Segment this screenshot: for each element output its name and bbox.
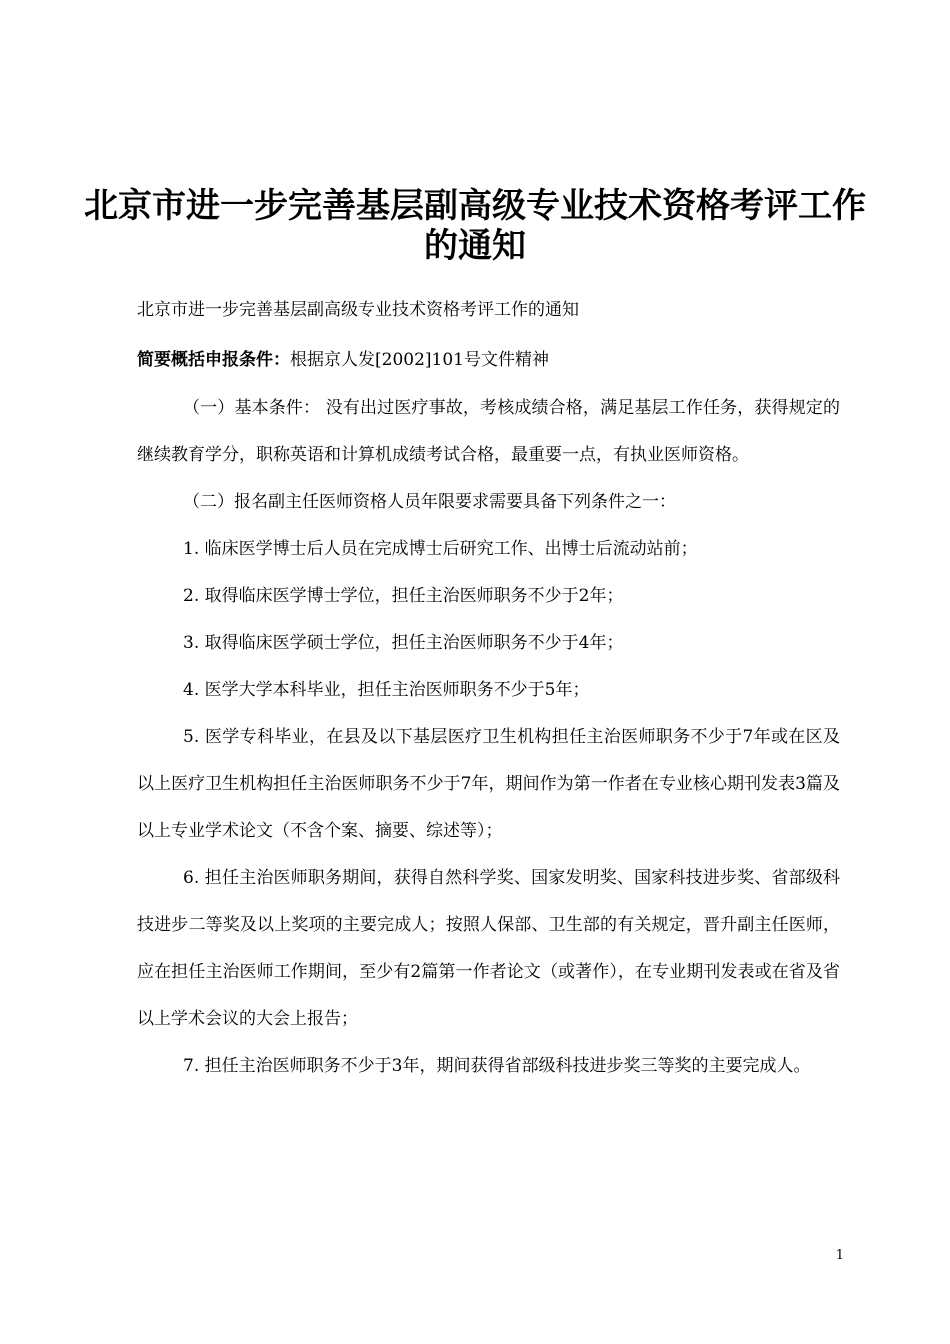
page-number: 1: [835, 1248, 844, 1263]
document-subtitle: 北京市进一步完善基层副高级专业技术资格考评工作的通知: [137, 300, 579, 320]
list-item: 6. 担任主治医师职务期间，获得自然科学奖、国家发明奖、国家科技进步奖、省部级科技进步二等奖及以上奖项的主要完成人；按照人保部、卫生部的有关规定，晋升副主任医师，应在担任主治医师工作期间，至少有2篇第一作者论文（或著作），在专业期刊发表或在省及省以上学术会议的大会上报告；: [137, 868, 840, 1029]
summary-label: 简要概括申报条件：: [137, 350, 290, 370]
list-item: 5. 医学专科毕业，在县及以下基层医疗卫生机构担任主治医师职务不少于7年或在区及以上医疗卫生机构担任主治医师职务不少于7年，期间作为第一作者在专业核心期刊发表3篇及以上专业学术论文（不含个案、摘要、综述等）；: [137, 727, 840, 841]
list-item: 4. 医学大学本科毕业，担任主治医师职务不少于5年；: [183, 680, 590, 700]
document-body: [137, 385, 840, 1090]
list-item: 7. 担任主治医师职务不少于3年，期间获得省部级科技进步奖三等奖的主要完成人。: [183, 1056, 811, 1076]
paragraph-basic-conditions: （一）基本条件： 没有出过医疗事故，考核成绩合格，满足基层工作任务，获得规定的继续教育学分，职称英语和计算机成绩考试合格，最重要一点，有执业医师资格。: [137, 398, 840, 465]
list-item: 1. 临床医学博士后人员在完成博士后研究工作、出博士后流动站前；: [183, 539, 698, 559]
list-item: 2. 取得临床医学博士学位，担任主治医师职务不少于2年；: [183, 586, 624, 606]
paragraph-year-requirements: （二）报名副主任医师资格人员年限要求需要具备下列条件之一：: [183, 492, 676, 512]
list-item: 3. 取得临床医学硕士学位，担任主治医师职务不少于4年；: [183, 633, 624, 653]
summary-text: 根据京人发[2002]101号文件精神: [290, 350, 549, 370]
summary-line: [137, 348, 549, 372]
document-title: 北京市进一步完善基层副高级专业技术资格考评工作的通知: [84, 186, 866, 266]
